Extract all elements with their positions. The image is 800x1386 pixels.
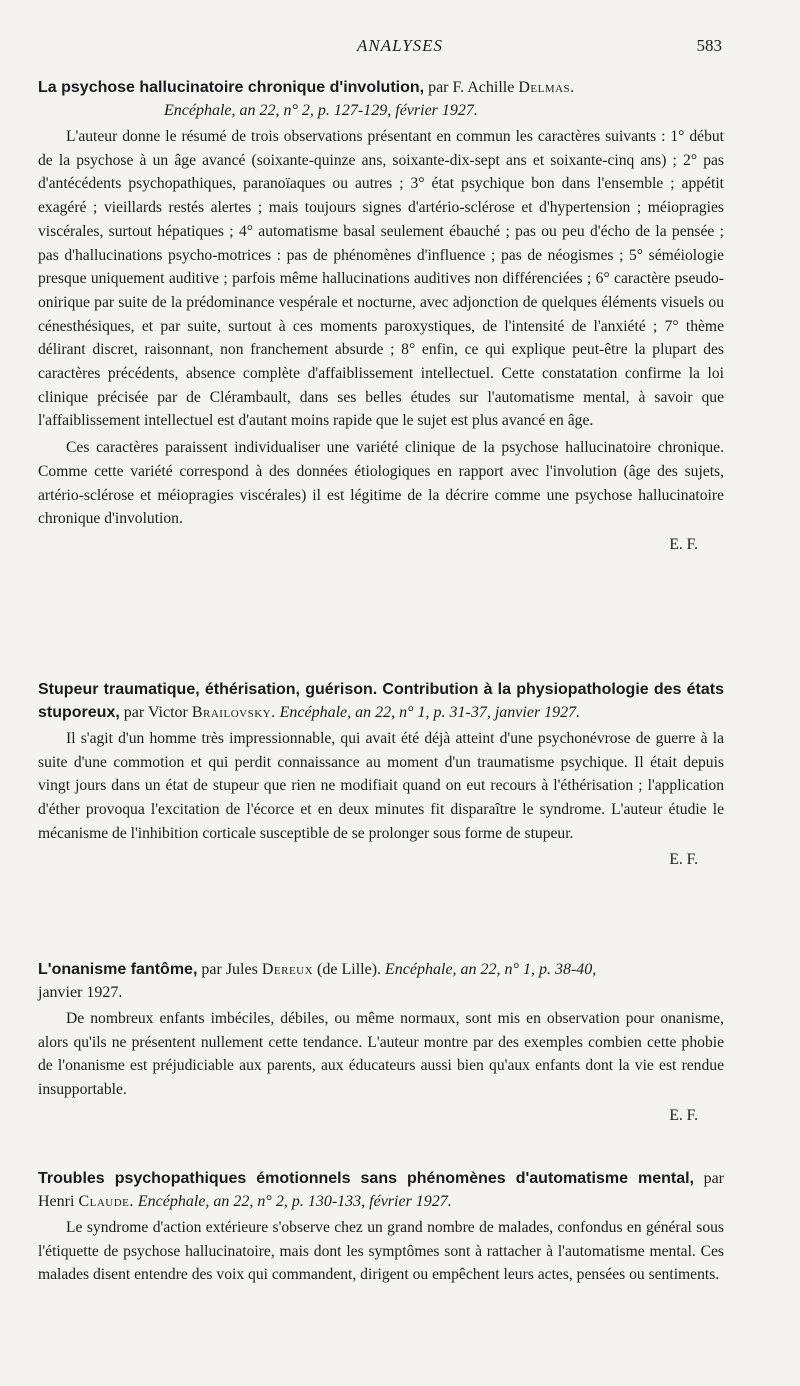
article-author: Delmas. (518, 79, 575, 96)
article-citation: Encéphale, an 22, n° 2, p. 130-133, février 1927. (137, 1193, 452, 1210)
article-title: Stupeur traumatique, éthérisation, guérison. Contribution à la physiopathologie des états stuporeux, (38, 681, 724, 721)
article-heading (38, 1167, 724, 1213)
article-author: Claude. (78, 1193, 134, 1210)
article-by: par Henri (38, 1170, 724, 1210)
article-citation: Encéphale, an 22, n° 1, p. 31-37, janvier 1927. (279, 704, 581, 721)
article-paragraph: De nombreux enfants imbéciles, débiles, ou même normaux, sont mis en observation pour onanisme, alors qu'ils ne présentent nullement cette tendance. L'auteur montre par des exemples combien cette phobie de l'onanisme est préjudiciable aux parents, aux éducateurs aussi bien qu'aux enfants dont la vie est rendue insupportable. (38, 1010, 724, 1099)
article-stupeur (38, 678, 724, 872)
article-citation-date: janvier 1927. (38, 984, 123, 1001)
article-signature: E. F. (669, 1106, 698, 1124)
article-by: par Jules (197, 961, 262, 978)
article-citation: Encéphale, an 22, n° 1, p. 38-40, (385, 961, 597, 978)
article-paragraph: Il s'agit d'un homme très impressionnable, qui avait été déjà atteint d'une psychonévrose de guerre à la suite d'une commotion et qui perdit connaissance au moment d'un traumatisme psychique. Il était depuis vingt jours dans un état de stupeur que rien ne modifiait quand on eut recours à l'éthérisation ; l'application d'éther provoqua l'excitation de l'écorce et en deux minutes fit disparaître le syndrome. L'auteur étudie le mécanisme de l'inhibition corticale susceptible de se prolonger sous forme de stupeur. (38, 730, 724, 842)
article-paragraph: Le syndrome d'action extérieure s'observe chez un grand nombre de malades, confondus en général sous l'étiquette de psychose hallucinatoire, mais dont les symptômes sont à rattacher à l'automatisme mental. Ces malades disent entendre des voix qui commandent, dirigent ou empêchent leurs actes, pensées ou sentiments. (38, 1219, 724, 1284)
article-heading (38, 958, 724, 1004)
article-affiliation: (de Lille). (313, 961, 386, 978)
article-title: L'onanisme fantôme, (38, 961, 198, 978)
article-paragraph: Ces caractères paraissent individualiser une variété clinique de la psychose hallucinatoire chronique. Comme cette variété correspond à des données étiologiques en rapport avec l'involution (âge des sujets, artério-sclérose et méiopragies viscérales) il est légitime de la décrire comme une psychose hallucinatoire chronique d'involution. (38, 439, 724, 528)
article-troubles (38, 1167, 724, 1287)
article-citation: Encéphale, an 22, n° 2, p. 127-129, février 1927. (164, 102, 478, 119)
article-by: par Victor (119, 704, 192, 721)
article-signature: E. F. (669, 850, 698, 868)
article-onanisme (38, 958, 724, 1128)
article-title: Troubles psychopathiques émotionnels sans phénomènes d'automatisme mental, (38, 1170, 694, 1187)
article-heading (38, 76, 724, 122)
running-title: ANALYSES (356, 36, 444, 55)
article-involution (38, 76, 724, 557)
page-number: 583 (696, 36, 722, 55)
article-signature: E. F. (669, 535, 698, 553)
article-heading (38, 678, 724, 724)
running-head (0, 36, 800, 60)
article-paragraph: L'auteur donne le résumé de trois observations présentant en commun les caractères suivants : 1° début de la psychose à un âge avancé (soixante-quinze ans, soixante-dix-sept ans et soixante-cinq ans) ; 2° pas d'antécédents psychopathiques, paranoïaques ou autres ; 3° état psychique bon dans l'ensemble ; appétit exagéré ; vieillards restés alertes ; mais toujours signes d'artério-sclérose et d'hypertension ; méiopragies viscérales, surtout hépatiques ; 4° automatisme basal seulement ébauché ; pas ou peu d'écho de la pensée ; pas d'hallucinations psycho-motrices : pas de phénomènes d'influence ; pas de néogismes ; 5° séméiologie presque uniquement auditive ; parfois même hallucinations auditives non différenciées ; 6° caractère pseudo-onirique par suite de la prédominance vespérale et nocturne, avec adjonction de quelques éléments visuels ou cénesthésiques, et par suite, surtout à ces moments paroxystiques, de l'intensité de l'anxiété ; 7° thème délirant discret, raisonnant, non franchement absurde ; 8° enfin, ce qui explique peut-être la plupart des caractères précédents, absence complète d'affaiblissement intellectuel. Cette constatation confirme la loi clinique précisée par de Clérambault, dans ses belles études sur l'automatisme mental, à savoir que l'affaiblissement intellectuel est d'autant moins rapide que le sujet est plus avancé en âge. (38, 128, 724, 430)
article-author: Dereux (261, 961, 314, 978)
article-author: Brailovsky. (191, 704, 276, 721)
article-by: par F. Achille (424, 79, 519, 96)
article-title: La psychose hallucinatoire chronique d'involution, (38, 79, 425, 96)
